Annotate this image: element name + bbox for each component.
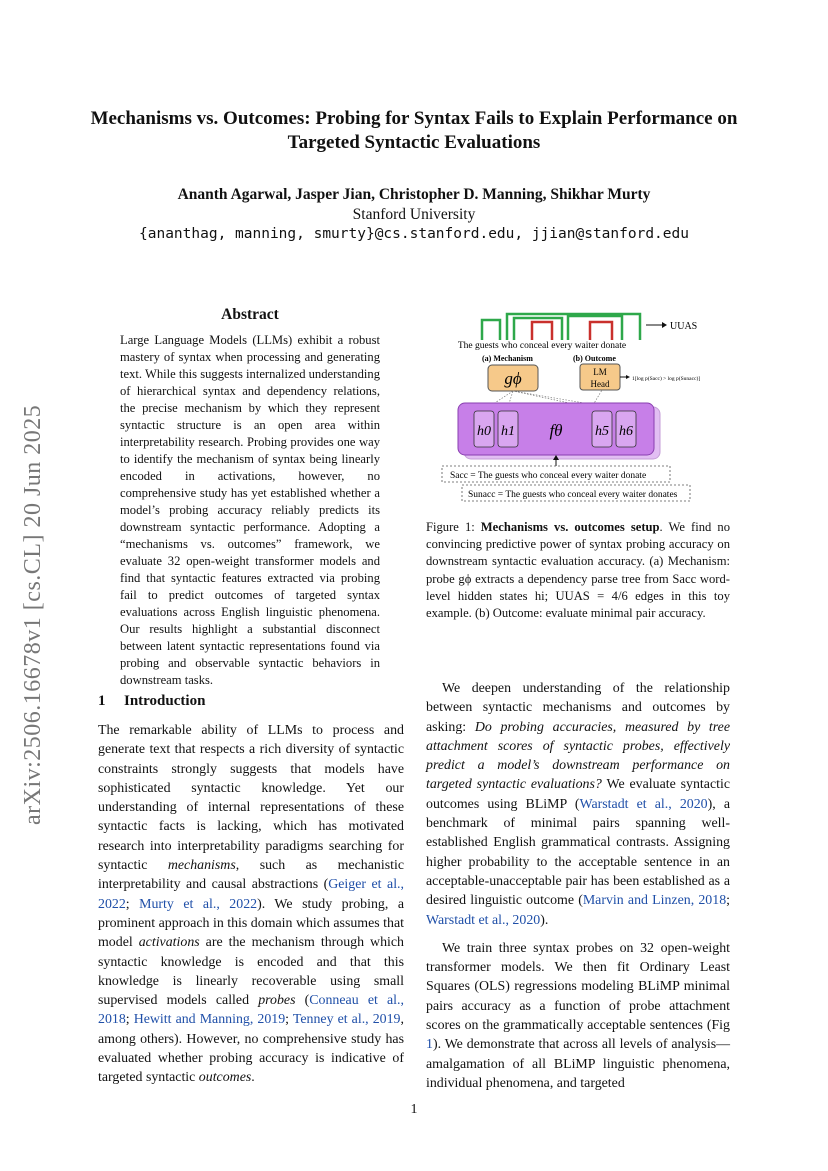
figure-link[interactable]: 1 (426, 1037, 433, 1053)
text-run: We train three syntax probes on 32 open-weight transformer models. We then fit Ordinary Least Squares (OLS) regressions modeling BLiMP minimal pairs accuracy as a function of probe attachment scores on the grammatically acceptable sentences (Fig (426, 940, 730, 1034)
probe-symbol: gϕ (504, 369, 522, 388)
arxiv-identifier: arXiv:2506.16678v1 [cs.CL] 20 Jun 2025 (20, 404, 46, 825)
lm-head-line2: Head (590, 379, 610, 389)
citation-link[interactable]: Conneau et al., 2018 (98, 993, 404, 1028)
hidden-state-label: h5 (595, 424, 609, 439)
author-list: Ananth Agarwal, Jasper Jian, Christopher D. Manning, Shikhar Murty (177, 186, 651, 203)
text-run: , among others). However, no comprehensive study has evaluated whether probing accuracy is indicative of targeted syntactic (98, 1012, 404, 1086)
citation-link[interactable]: Marvin and Linzen, 2018 (582, 893, 727, 909)
figure-caption (426, 519, 730, 622)
section-number: 1 (98, 693, 106, 709)
figure-sentence: The guests who conceal every waiter donate (457, 341, 627, 351)
intro-paragraph (426, 679, 730, 930)
abstract-text: Large Language Models (LLMs) exhibit a robust mastery of syntax when processing and generating text. While this suggests internalized understanding of hierarchical syntax and dependency relations, the precise mechanism by which they represent syntactic structure is an open area within interpretability research. Probing provides one way to identify the mechanism of syntax being linearly encoded in activations, however, no comprehensive study has yet established whether a model’s probing accuracy reliably predicts its downstream syntactic performance. Adopting a “mechanisms vs. outcomes” framework, we evaluate 32 open-weight transformer models and find that syntactic features extracted via probing fail to predict outcomes of targeted syntax evaluations across English linguistic phenomena. Our results highlight a substantial disconnect between latent syntactic representations found via probing and observable syntactic behaviors in downstream tasks. (120, 333, 380, 687)
text-run: ). We study probing, a prominent approach in this domain which assumes that model (98, 896, 404, 951)
text-run: . (251, 1070, 255, 1086)
text-run: , such as mechanistic interpretability and causal abstractions ( (98, 858, 405, 893)
citation-link[interactable]: Murty et al., 2022 (139, 896, 258, 912)
caption-bold: Mechanisms vs. outcomes setup (480, 520, 660, 534)
text-run: are the mechanism through which syntactic knowledge is encoded and that this knowledge is linearly recoverable using small supervised models called (98, 935, 404, 1009)
affiliation: Stanford University (352, 206, 476, 223)
paper-title: Mechanisms vs. Outcomes: Probing for Syntax Fails to Explain Performance on Targeted Syntactic Evaluations (90, 108, 738, 153)
section-heading (98, 693, 205, 710)
dependency-arcs-correct (482, 314, 640, 340)
arrow-head (662, 322, 667, 328)
arc (590, 322, 612, 340)
text-run: The remarkable ability of LLMs to process and generate text that respects a rich diversity of syntactic constraints strongly suggests that models have sophisticated syntactic knowledge. Yet our understanding of internal representations of these syntactic facts is lacking, which has motivated research into interpretability paradigms searching for syntactic (98, 723, 404, 874)
citation-link[interactable]: Warstadt et al., 2020 (579, 796, 708, 812)
text-run: We evaluate syntactic outcomes using BLiMP ( (426, 777, 730, 812)
citation-link[interactable]: Hewitt and Manning, 2019 (133, 1012, 286, 1028)
section-title: Introduction (124, 693, 206, 709)
text-run: ). We demonstrate that across all levels of analysis—amalgamation of all BLiMP linguistic phenomena, individual phenomena, and targeted (426, 1037, 730, 1091)
arc (532, 322, 552, 340)
text-run: ), a benchmark of minimal pairs spanning well-established English grammatical contrasts. Assigning higher probability to the acceptable sentence in an acceptable-unacceptable pair has been established as a desired linguistic outcome ( (426, 796, 730, 909)
hidden-state-label: h1 (501, 424, 515, 439)
arc (482, 320, 500, 340)
text-run: ). (540, 912, 549, 928)
text-run: ; (125, 896, 140, 912)
arrow-head (626, 375, 630, 379)
emphasis: probes (258, 993, 296, 1009)
page-number: 1 (410, 1102, 418, 1117)
citation-link[interactable]: Warstadt et al., 2020 (426, 912, 541, 928)
abstract-heading: Abstract (221, 306, 279, 323)
citation-link[interactable]: Geiger et al., 2022 (98, 877, 404, 912)
caption-text: . We find no convincing predictive power of syntax probing accuracy on downstream syntactic evaluation accuracy. (a) Mechanism: probe gϕ extracts a dependency parse tree from Sacc word-level hidden states hi; UUAS = 4/6 edges in this toy example. (b) Outcome: evaluate minimal pair accuracy. (426, 520, 730, 621)
uuas-label: UUAS (670, 321, 698, 332)
text-run: ; (285, 1012, 293, 1028)
intro-left-column (98, 721, 404, 1088)
hidden-state-label: h0 (477, 424, 491, 439)
text-run: ; (125, 1012, 134, 1028)
emphasis: mechanisms (167, 858, 236, 874)
model-symbol: fθ (549, 421, 563, 440)
emphasis: Do probing accuracies, measured by tree attachment scores of syntactic probes, effectively predict a model’s downstream performance on targeted syntactic evaluations? (426, 719, 730, 793)
lm-head-line1: LM (593, 367, 607, 377)
text-run: ( (295, 993, 310, 1009)
dependency-arcs-wrong (532, 322, 612, 340)
indicator-formula: 1[log p(Sacc) > log p(Sunacc)] (632, 376, 701, 382)
intro-paragraph (98, 721, 404, 1088)
outcome-label: (b) Outcome (573, 354, 616, 363)
intro-right-column (426, 679, 730, 1102)
figure-diagram (430, 308, 730, 508)
intro-paragraph (426, 939, 730, 1093)
s-unacc-sentence: Sunacc = The guests who conceal every waiter donates (468, 490, 678, 500)
emphasis: activations (138, 935, 200, 951)
author-emails: {ananthag, manning, smurty}@cs.stanford.edu, jjian@stanford.edu (139, 226, 689, 242)
mechanism-label: (a) Mechanism (482, 354, 533, 363)
hidden-state-label: h6 (619, 424, 633, 439)
figure-1 (430, 308, 730, 508)
arc (568, 316, 622, 340)
caption-prefix: Figure 1: (426, 520, 481, 534)
citation-link[interactable]: Tenney et al., 2019 (292, 1012, 401, 1028)
text-run: ; (726, 893, 730, 909)
emphasis: outcomes (198, 1070, 252, 1086)
s-acc-sentence: Sacc = The guests who conceal every waiter donate (450, 471, 647, 481)
text-run: We deepen understanding of the relationship between syntactic mechanisms and outcomes by asking: (426, 681, 730, 735)
